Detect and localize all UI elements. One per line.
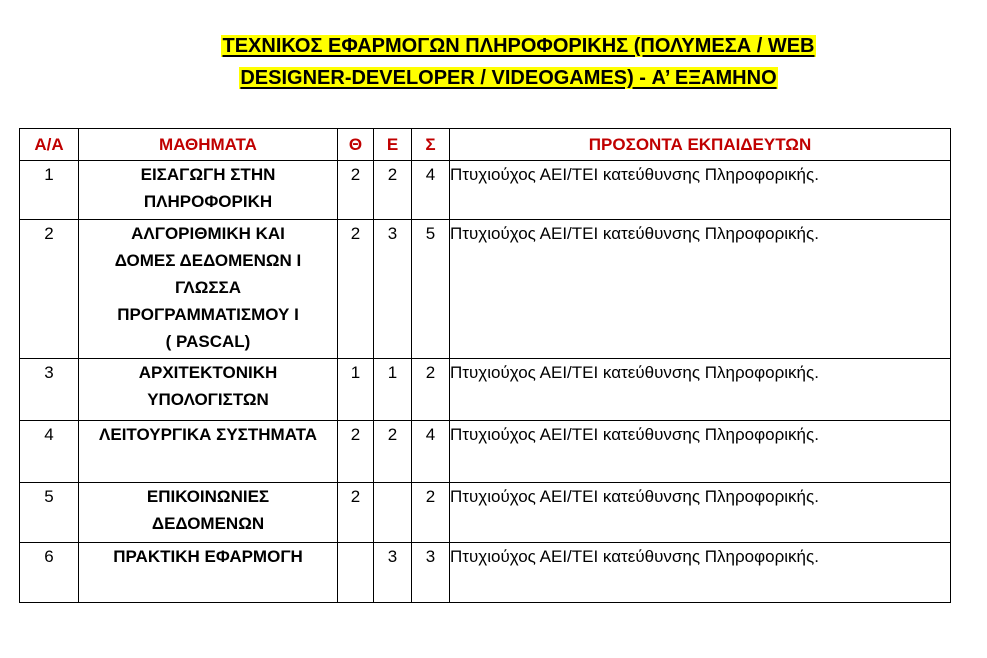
subject-line: ΑΡΧΙΤΕΚΤΟΝΙΚΗ (138, 363, 278, 382)
cell-e: 1 (374, 359, 412, 421)
cell-aa: 5 (20, 483, 79, 543)
table-row (20, 483, 951, 543)
cell-qualifications: Πτυχιούχος ΑΕΙ/ΤΕΙ κατεύθυνσης Πληροφορικής. (450, 220, 951, 359)
title-line-1 (0, 30, 987, 62)
cell-sigma: 4 (412, 421, 450, 483)
subject-line: ΛΕΙΤΟΥΡΓΙΚΑ ΣΥΣΤΗΜΑΤΑ (99, 425, 317, 444)
cell-sigma: 2 (412, 359, 450, 421)
title-line-2-text: DESIGNER-DEVELOPER / VIDEOGAMES) - Α’ ΕΞΑΜΗΝΟ (240, 67, 777, 89)
title-line-2 (0, 62, 987, 94)
cell-aa: 2 (20, 220, 79, 359)
header-qualifications: ΠΡΟΣΟΝΤΑ ΕΚΠΑΙΔΕΥΤΩΝ (450, 129, 951, 161)
table-row (20, 421, 951, 483)
cell-qualifications: Πτυχιούχος ΑΕΙ/ΤΕΙ κατεύθυνσης Πληροφορικής. (450, 161, 951, 220)
cell-subject (79, 359, 338, 421)
cell-qualifications: Πτυχιούχος ΑΕΙ/ΤΕΙ κατεύθυνσης Πληροφορικής. (450, 359, 951, 421)
cell-subject (79, 483, 338, 543)
cell-sigma: 4 (412, 161, 450, 220)
subject-line: ΥΠΟΛΟΓΙΣΤΩΝ (147, 390, 269, 409)
cell-theta: 2 (338, 421, 374, 483)
cell-sigma: 2 (412, 483, 450, 543)
cell-qualifications: Πτυχιούχος ΑΕΙ/ΤΕΙ κατεύθυνσης Πληροφορικής. (450, 421, 951, 483)
courses-table (19, 128, 951, 603)
cell-theta: 2 (338, 483, 374, 543)
subject-line: ΕΙΣΑΓΩΓΗ ΣΤΗΝ (140, 165, 276, 184)
title-line-1-text: ΤΕΧΝΙΚΟΣ ΕΦΑΡΜΟΓΩΝ ΠΛΗΡΟΦΟΡΙΚΗΣ (ΠΟΛΥΜΕΣΑ / WEB (222, 35, 815, 57)
subject-line: ΑΛΓΟΡΙΘΜΙΚΗ ΚΑΙ (131, 224, 285, 243)
cell-theta: 2 (338, 161, 374, 220)
subject-line: ΠΛΗΡΟΦΟΡΙΚΗ (143, 192, 273, 211)
document-title (0, 30, 987, 94)
cell-theta: 2 (338, 220, 374, 359)
table-row (20, 359, 951, 421)
header-aa: Α/Α (20, 129, 79, 161)
cell-sigma: 5 (412, 220, 450, 359)
cell-qualifications: Πτυχιούχος ΑΕΙ/ΤΕΙ κατεύθυνσης Πληροφορικής. (450, 543, 951, 603)
table-header-row (20, 129, 951, 161)
subject-line: ΠΡΟΓΡΑΜΜΑΤΙΣΜΟΥ Ι (117, 305, 299, 324)
cell-qualifications: Πτυχιούχος ΑΕΙ/ΤΕΙ κατεύθυνσης Πληροφορικής. (450, 483, 951, 543)
cell-theta (338, 543, 374, 603)
table-row (20, 543, 951, 603)
cell-subject (79, 161, 338, 220)
subject-line: ΕΠΙΚΟΙΝΩΝΙΕΣ (146, 487, 270, 506)
cell-aa: 1 (20, 161, 79, 220)
cell-e: 3 (374, 543, 412, 603)
cell-subject (79, 543, 338, 603)
cell-subject (79, 220, 338, 359)
cell-sigma: 3 (412, 543, 450, 603)
header-subject: ΜΑΘΗΜΑΤΑ (79, 129, 338, 161)
header-sigma: Σ (412, 129, 450, 161)
subject-line: ΓΛΩΣΣΑ (174, 278, 242, 297)
cell-theta: 1 (338, 359, 374, 421)
subject-line: ΠΡΑΚΤΙΚΗ ΕΦΑΡΜΟΓΗ (113, 547, 303, 566)
cell-e: 2 (374, 421, 412, 483)
subject-line: ΔΟΜΕΣ ΔΕΔΟΜΕΝΩΝ Ι (114, 251, 302, 270)
table-row (20, 220, 951, 359)
cell-aa: 4 (20, 421, 79, 483)
cell-aa: 3 (20, 359, 79, 421)
cell-e (374, 483, 412, 543)
cell-e: 3 (374, 220, 412, 359)
header-e: Ε (374, 129, 412, 161)
subject-line: ( PASCAL) (165, 332, 251, 351)
subject-line: ΔΕΔΟΜΕΝΩΝ (151, 514, 265, 533)
cell-subject (79, 421, 338, 483)
cell-aa: 6 (20, 543, 79, 603)
cell-e: 2 (374, 161, 412, 220)
header-theta: Θ (338, 129, 374, 161)
table-row (20, 161, 951, 220)
